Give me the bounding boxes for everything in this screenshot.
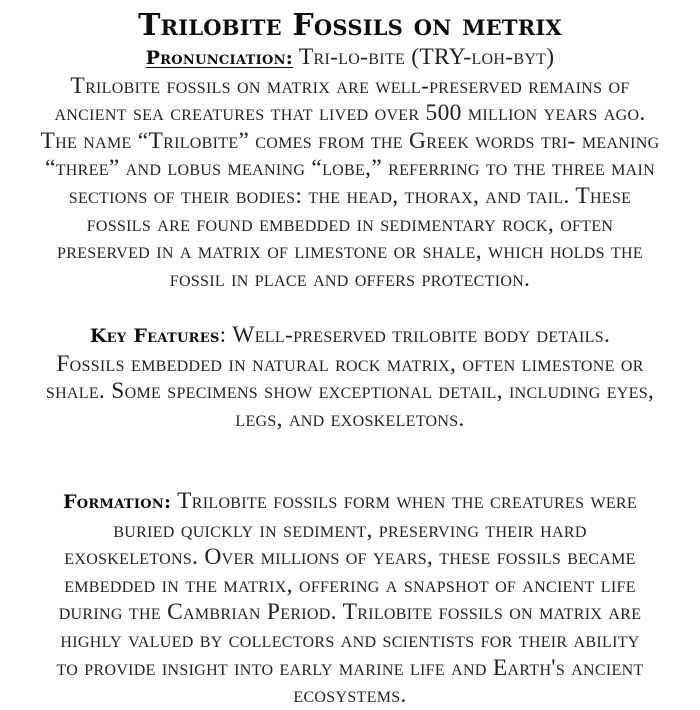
formation-line: exoskeletons. Over millions of years, these fossils became bbox=[64, 544, 636, 571]
intro-line: “three” and lobus meaning “lobe,” referring to the three main bbox=[44, 155, 655, 182]
key-features-line: Fossils embedded in natural rock matrix, often limestone or bbox=[56, 350, 644, 377]
key-features-first-line bbox=[0, 322, 700, 351]
intro-line: preserved in a matrix of limestone or shale, which holds the bbox=[57, 238, 643, 265]
intro-line: ancient sea creatures that lived over 500 million years ago. bbox=[54, 100, 646, 127]
formation-line: highly valued by collectors and scientists for their ability bbox=[60, 626, 640, 653]
formation-first-line bbox=[0, 488, 700, 517]
pronunciation-value: Tri-lo-bite (TRY-loh-byt) bbox=[293, 44, 555, 70]
intro-line: Trilobite fossils on matrix are well-preserved remains of bbox=[70, 72, 630, 99]
formation-text: Trilobite fossils form when the creatures were bbox=[171, 488, 637, 514]
formation-line: to provide insight into early marine life and Earth's ancient bbox=[56, 654, 644, 681]
formation-line: ecosystems. bbox=[293, 682, 407, 709]
key-features-label: Key Features bbox=[89, 325, 220, 347]
intro-line: The name “Trilobite” comes from the Greek words tri- meaning bbox=[40, 127, 660, 154]
key-features-section bbox=[0, 322, 700, 433]
formation-line: during the Cambrian Period. Trilobite fossils on matrix are bbox=[58, 599, 642, 626]
pronunciation-label: Pronunciation: bbox=[145, 47, 294, 69]
key-features-line: legs, and exoskeletons. bbox=[235, 405, 465, 432]
formation-section bbox=[0, 488, 700, 710]
page-title: Trilobite Fossils on metrix bbox=[138, 8, 562, 43]
key-features-line: shale. Some specimens show exceptional detail, including eyes, bbox=[45, 378, 655, 405]
formation-line: embedded in the matrix, offering a snapshot of ancient life bbox=[64, 571, 636, 598]
key-features-text: : Well-preserved trilobite body details. bbox=[219, 322, 611, 348]
pronunciation-line bbox=[0, 44, 700, 73]
intro-line: fossil in place and offers protection. bbox=[169, 265, 531, 292]
intro-section bbox=[0, 44, 700, 293]
intro-line: sections of their bodies: the head, thorax, and tail. These bbox=[68, 182, 632, 209]
formation-line: buried quickly in sediment, preserving their hard bbox=[113, 516, 587, 543]
intro-line: fossils are found embedded in sedimentary rock, often bbox=[86, 210, 614, 237]
formation-label: Formation: bbox=[63, 491, 172, 513]
